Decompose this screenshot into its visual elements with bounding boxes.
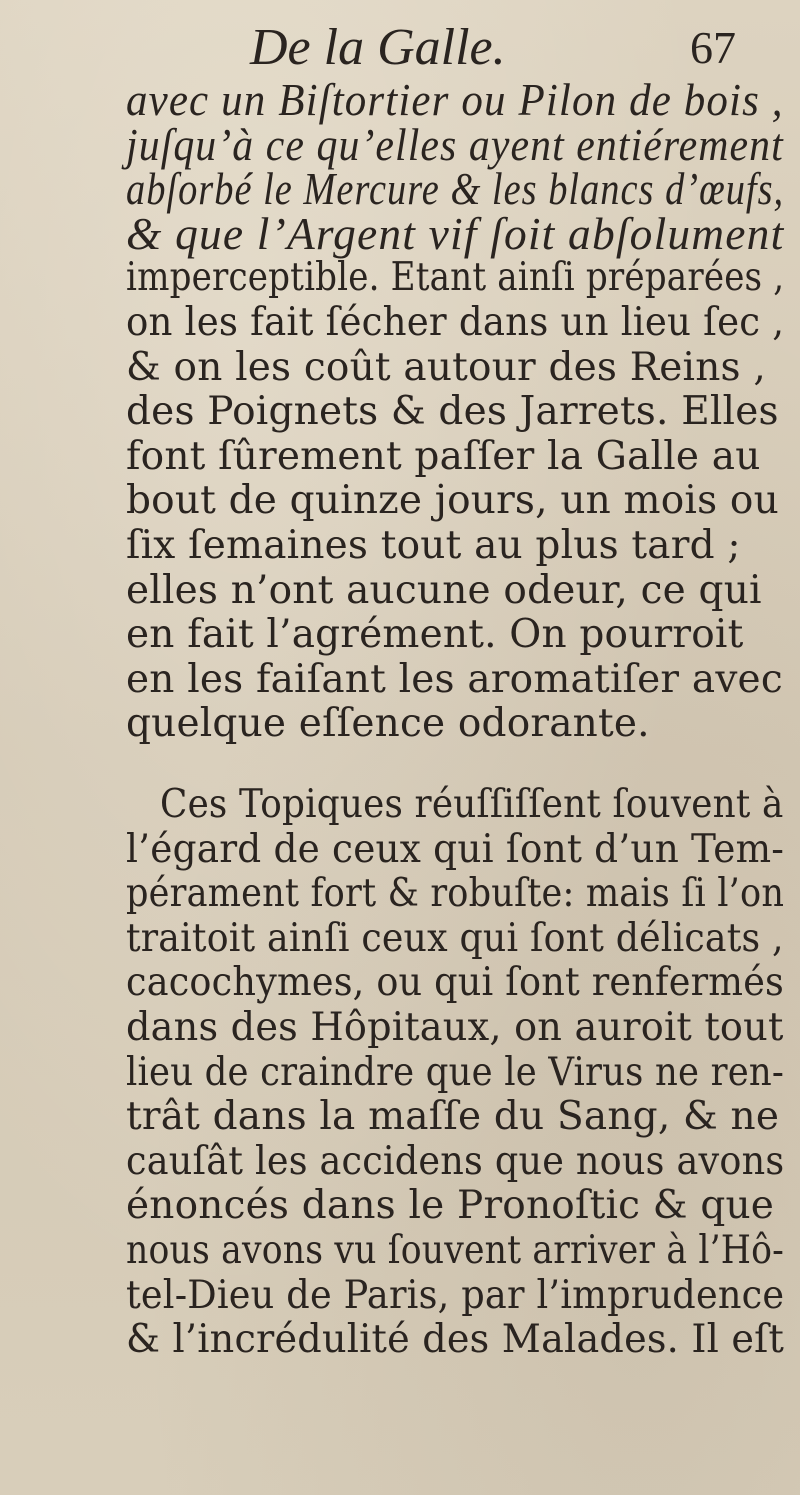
- text-line: on les fait ſécher dans un lieu ſec ,: [126, 300, 785, 345]
- text-line: cacochymes, ou qui ſont renfermés: [126, 960, 785, 1005]
- text-line: & que l’Argent vif ſoit abſolument: [126, 208, 785, 259]
- text-line: en fait l’agrément. On pourroit: [126, 612, 744, 657]
- text-line: en les faiſant les aromatiſer avec: [126, 657, 783, 702]
- text-line: tel-Dieu de Paris, par l’imprudence: [126, 1273, 785, 1318]
- text-line: font ſûrement paſſer la Galle au: [126, 434, 761, 479]
- text-line: dans des Hôpitaux, on auroit tout: [126, 1005, 784, 1050]
- text-line: abſorbé le Mercure & les blancs d’œufs,: [126, 163, 785, 214]
- text-line: avec un Biſtortier ou Pilon de bois ,: [126, 74, 784, 125]
- text-line: juſqu’à ce qu’elles ayent entiérement: [126, 119, 784, 170]
- text-line: ſix ſemaines tout au plus tard ;: [126, 523, 741, 568]
- running-head: [0, 18, 800, 78]
- text-line: elles n’ont aucune odeur, ce qui: [126, 568, 762, 613]
- text-line: énoncés dans le Pronoſtic & que: [126, 1183, 775, 1228]
- text-line: & l’incrédulité des Malades. Il eſt: [126, 1317, 785, 1362]
- text-line: imperceptible. Etant ainſi préparées ,: [126, 255, 785, 300]
- text-line: Ces Topiques réuſſiſſent ſouvent à: [160, 782, 784, 827]
- text-line: pérament fort & robuſte: mais ſi l’on: [126, 871, 785, 916]
- text-line: trât dans la maſſe du Sang, & ne: [126, 1094, 780, 1139]
- text-line: traitoit ainſi ceux qui ſont délicats ,: [126, 916, 784, 961]
- text-line: l’égard de ceux qui ſont d’un Tem-: [126, 827, 785, 872]
- text-line: quelque eſſence odorante.: [126, 701, 650, 746]
- running-title: De la Galle.: [250, 19, 506, 76]
- text-line: lieu de craindre que le Virus ne ren-: [126, 1050, 785, 1095]
- text-line: nous avons vu ſouvent arriver à l’Hô-: [126, 1228, 785, 1273]
- page-number: 67: [690, 22, 736, 73]
- text-line: des Poignets & des Jarrets. Elles: [126, 389, 779, 434]
- text-line: bout de quinze jours, un mois ou: [126, 478, 779, 523]
- text-line: & on les coût autour des Reins ,: [126, 345, 766, 390]
- text-line: cauſât les accidens que nous avons: [126, 1139, 785, 1184]
